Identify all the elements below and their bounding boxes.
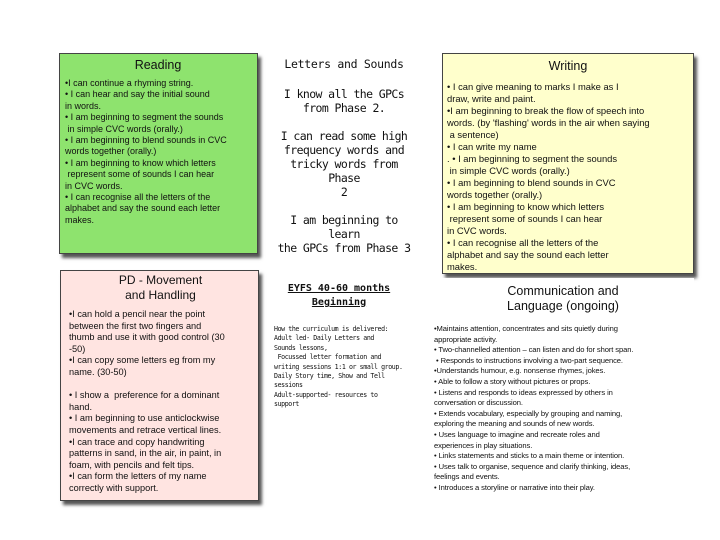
eyfs-lines <box>274 325 404 410</box>
text-line <box>69 379 252 391</box>
text-line: •I can hold a pencil near the point <box>69 309 206 319</box>
letters-title: Letters and Sounds <box>284 57 404 71</box>
communication-panel <box>428 278 694 501</box>
text-line: Sounds lessons, <box>274 343 328 352</box>
text-line: •I can form the letters of my name <box>69 471 207 482</box>
text-line: •I can copy some letters eg from my <box>69 355 216 366</box>
reading-title: Reading <box>134 58 182 72</box>
text-line: • Responds to instructions involving a two-part sequence. <box>434 355 623 365</box>
pd-title <box>69 273 252 303</box>
reading-panel <box>59 53 258 254</box>
text-line: • Introduces a storyline or narrative into their play. <box>434 482 595 492</box>
eyfs-panel <box>272 282 404 432</box>
text-line: Adult led- Daily Letters and <box>274 334 374 343</box>
text-line: • Links statements and sticks to a main theme or intention. <box>434 451 625 461</box>
text-line: •I can trace and copy handwriting <box>69 436 205 447</box>
text-line: I know all the GPCs <box>283 87 405 101</box>
text-line: represent some of sounds I can hear <box>65 169 215 180</box>
text-line: • I am beginning to segment the sounds <box>65 112 224 123</box>
text-line: • Able to follow a story without pictures or props. <box>434 376 591 386</box>
text-line: draw, write and paint. <box>447 93 536 104</box>
text-line: Daily Story time, Show and Tell <box>274 372 385 381</box>
text-line: thumb and use it with good control (30 <box>69 332 225 343</box>
text-line: -50) <box>69 343 86 354</box>
paragraph <box>272 87 416 115</box>
text-line: • I can hear and say the initial sound <box>65 89 210 100</box>
communication-title-line2: Language (ongoing) <box>507 299 619 313</box>
text-line: tricky words from Phase <box>290 157 398 185</box>
text-line: • I am beginning to blend sounds in CVC <box>447 177 616 188</box>
text-line: movements and retrace vertical lines. <box>69 424 222 435</box>
text-line: correctly with support. <box>69 482 159 493</box>
communication-title-line1: Communication and <box>507 284 619 298</box>
text-line: support <box>274 400 299 409</box>
text-line: • I am beginning to use anticlockwise <box>69 413 220 424</box>
text-line: foam, with pencils and felt tips. <box>69 459 195 470</box>
writing-title: Writing <box>548 59 588 73</box>
text-line: • I am beginning to know which letters <box>65 157 216 168</box>
writing-lines <box>447 81 689 273</box>
text-line: • Two-channelled attention – can listen and do for short span. <box>434 345 634 355</box>
text-line: alphabet and say the sound each letter <box>447 249 609 260</box>
text-line: frequency words and <box>283 143 405 157</box>
text-line: between the first two fingers and <box>69 320 202 331</box>
text-line: • I can recognise all the letters of the <box>447 237 599 248</box>
text-line: How the curriculum is delivered: <box>274 325 389 333</box>
text-line: conversation or discussion. <box>434 398 523 408</box>
eyfs-title-line2: Beginning <box>311 297 367 308</box>
paragraph <box>272 129 416 199</box>
text-line: words together (orally.) <box>65 146 157 157</box>
text-line: • Listens and responds to ideas expressed by others in <box>434 387 613 397</box>
text-line: makes. <box>65 214 95 225</box>
text-line: appropriate activity. <box>434 334 498 344</box>
text-line: I am beginning to learn <box>290 213 398 241</box>
text-line: • I am beginning to know which letters <box>447 201 605 212</box>
text-line: • I can recognise all the letters of the <box>65 192 211 203</box>
text-line: •I am beginning to break the flow of speech into <box>447 105 645 116</box>
text-line: • I am beginning to blend sounds in CVC <box>65 135 227 146</box>
text-line: words together (orally.) <box>447 189 543 200</box>
text-line: in simple CVC words (orally.) <box>447 165 570 176</box>
text-line: a sentence) <box>447 129 499 140</box>
text-line: Focussed letter formation and <box>274 353 382 362</box>
text-line: sessions <box>274 381 303 390</box>
communication-lines <box>434 324 692 494</box>
text-line: •I can continue a rhyming string. <box>65 78 194 88</box>
text-line: in words. <box>65 100 102 111</box>
pd-movement-panel <box>60 270 259 501</box>
text-line: •Maintains attention, concentrates and sits quietly during <box>434 324 618 333</box>
text-line: • Uses talk to organise, sequence and clarify thinking, ideas, <box>434 461 631 471</box>
text-line: in CVC words. <box>447 225 507 236</box>
text-line: • Uses language to imagine and recreate roles and <box>434 429 600 439</box>
pd-title-line2: and Handling <box>125 288 196 302</box>
text-line: in CVC words. <box>65 180 123 191</box>
text-line: in simple CVC words (orally.) <box>65 123 183 134</box>
text-line: I can read some high <box>280 129 408 143</box>
text-line: • I can give meaning to marks I make as I <box>447 81 619 92</box>
text-line: experiences in play situations. <box>434 440 533 450</box>
text-line: patterns in sand, in the air, in paint, in <box>69 448 222 459</box>
text-line: from Phase 2. <box>302 101 386 115</box>
text-line: represent some of sounds I can hear <box>447 213 603 224</box>
letters-and-sounds-panel <box>272 53 416 254</box>
text-line: •Understands humour, e.g. nonsense rhymes, jokes. <box>434 366 606 376</box>
text-line: the GPCs from Phase 3 <box>277 241 411 254</box>
writing-panel <box>442 53 694 274</box>
text-line: • I show a preference for a dominant <box>69 390 220 401</box>
reading-lines <box>65 78 251 226</box>
text-line: words. (by 'flashing' words in the air when saying <box>447 117 650 128</box>
text-line: name. (30-50) <box>69 366 127 377</box>
pd-lines <box>69 309 252 495</box>
communication-title <box>434 284 692 314</box>
pd-title-line1: PD - Movement <box>118 273 203 287</box>
eyfs-title <box>274 282 404 310</box>
paragraph <box>272 213 416 254</box>
text-line: 2 <box>340 185 348 199</box>
text-line: Adult-supported- resources to <box>274 390 378 399</box>
text-line: • Extends vocabulary, especially by grouping and naming, <box>434 408 623 418</box>
text-line: • I can write my name <box>447 141 537 152</box>
text-line: . • I am beginning to segment the sounds <box>447 153 618 164</box>
text-line: alphabet and say the sound each letter <box>65 203 221 214</box>
letters-paragraphs <box>272 87 416 254</box>
text-line: feelings and events. <box>434 472 500 482</box>
text-line: exploring the meaning and sounds of new words. <box>434 419 595 429</box>
eyfs-title-line1: EYFS 40-60 months <box>287 283 391 294</box>
text-line: writing sessions 1:1 or small group. <box>274 362 403 371</box>
text-line: makes. <box>447 261 478 272</box>
text-line: hand. <box>69 401 92 412</box>
